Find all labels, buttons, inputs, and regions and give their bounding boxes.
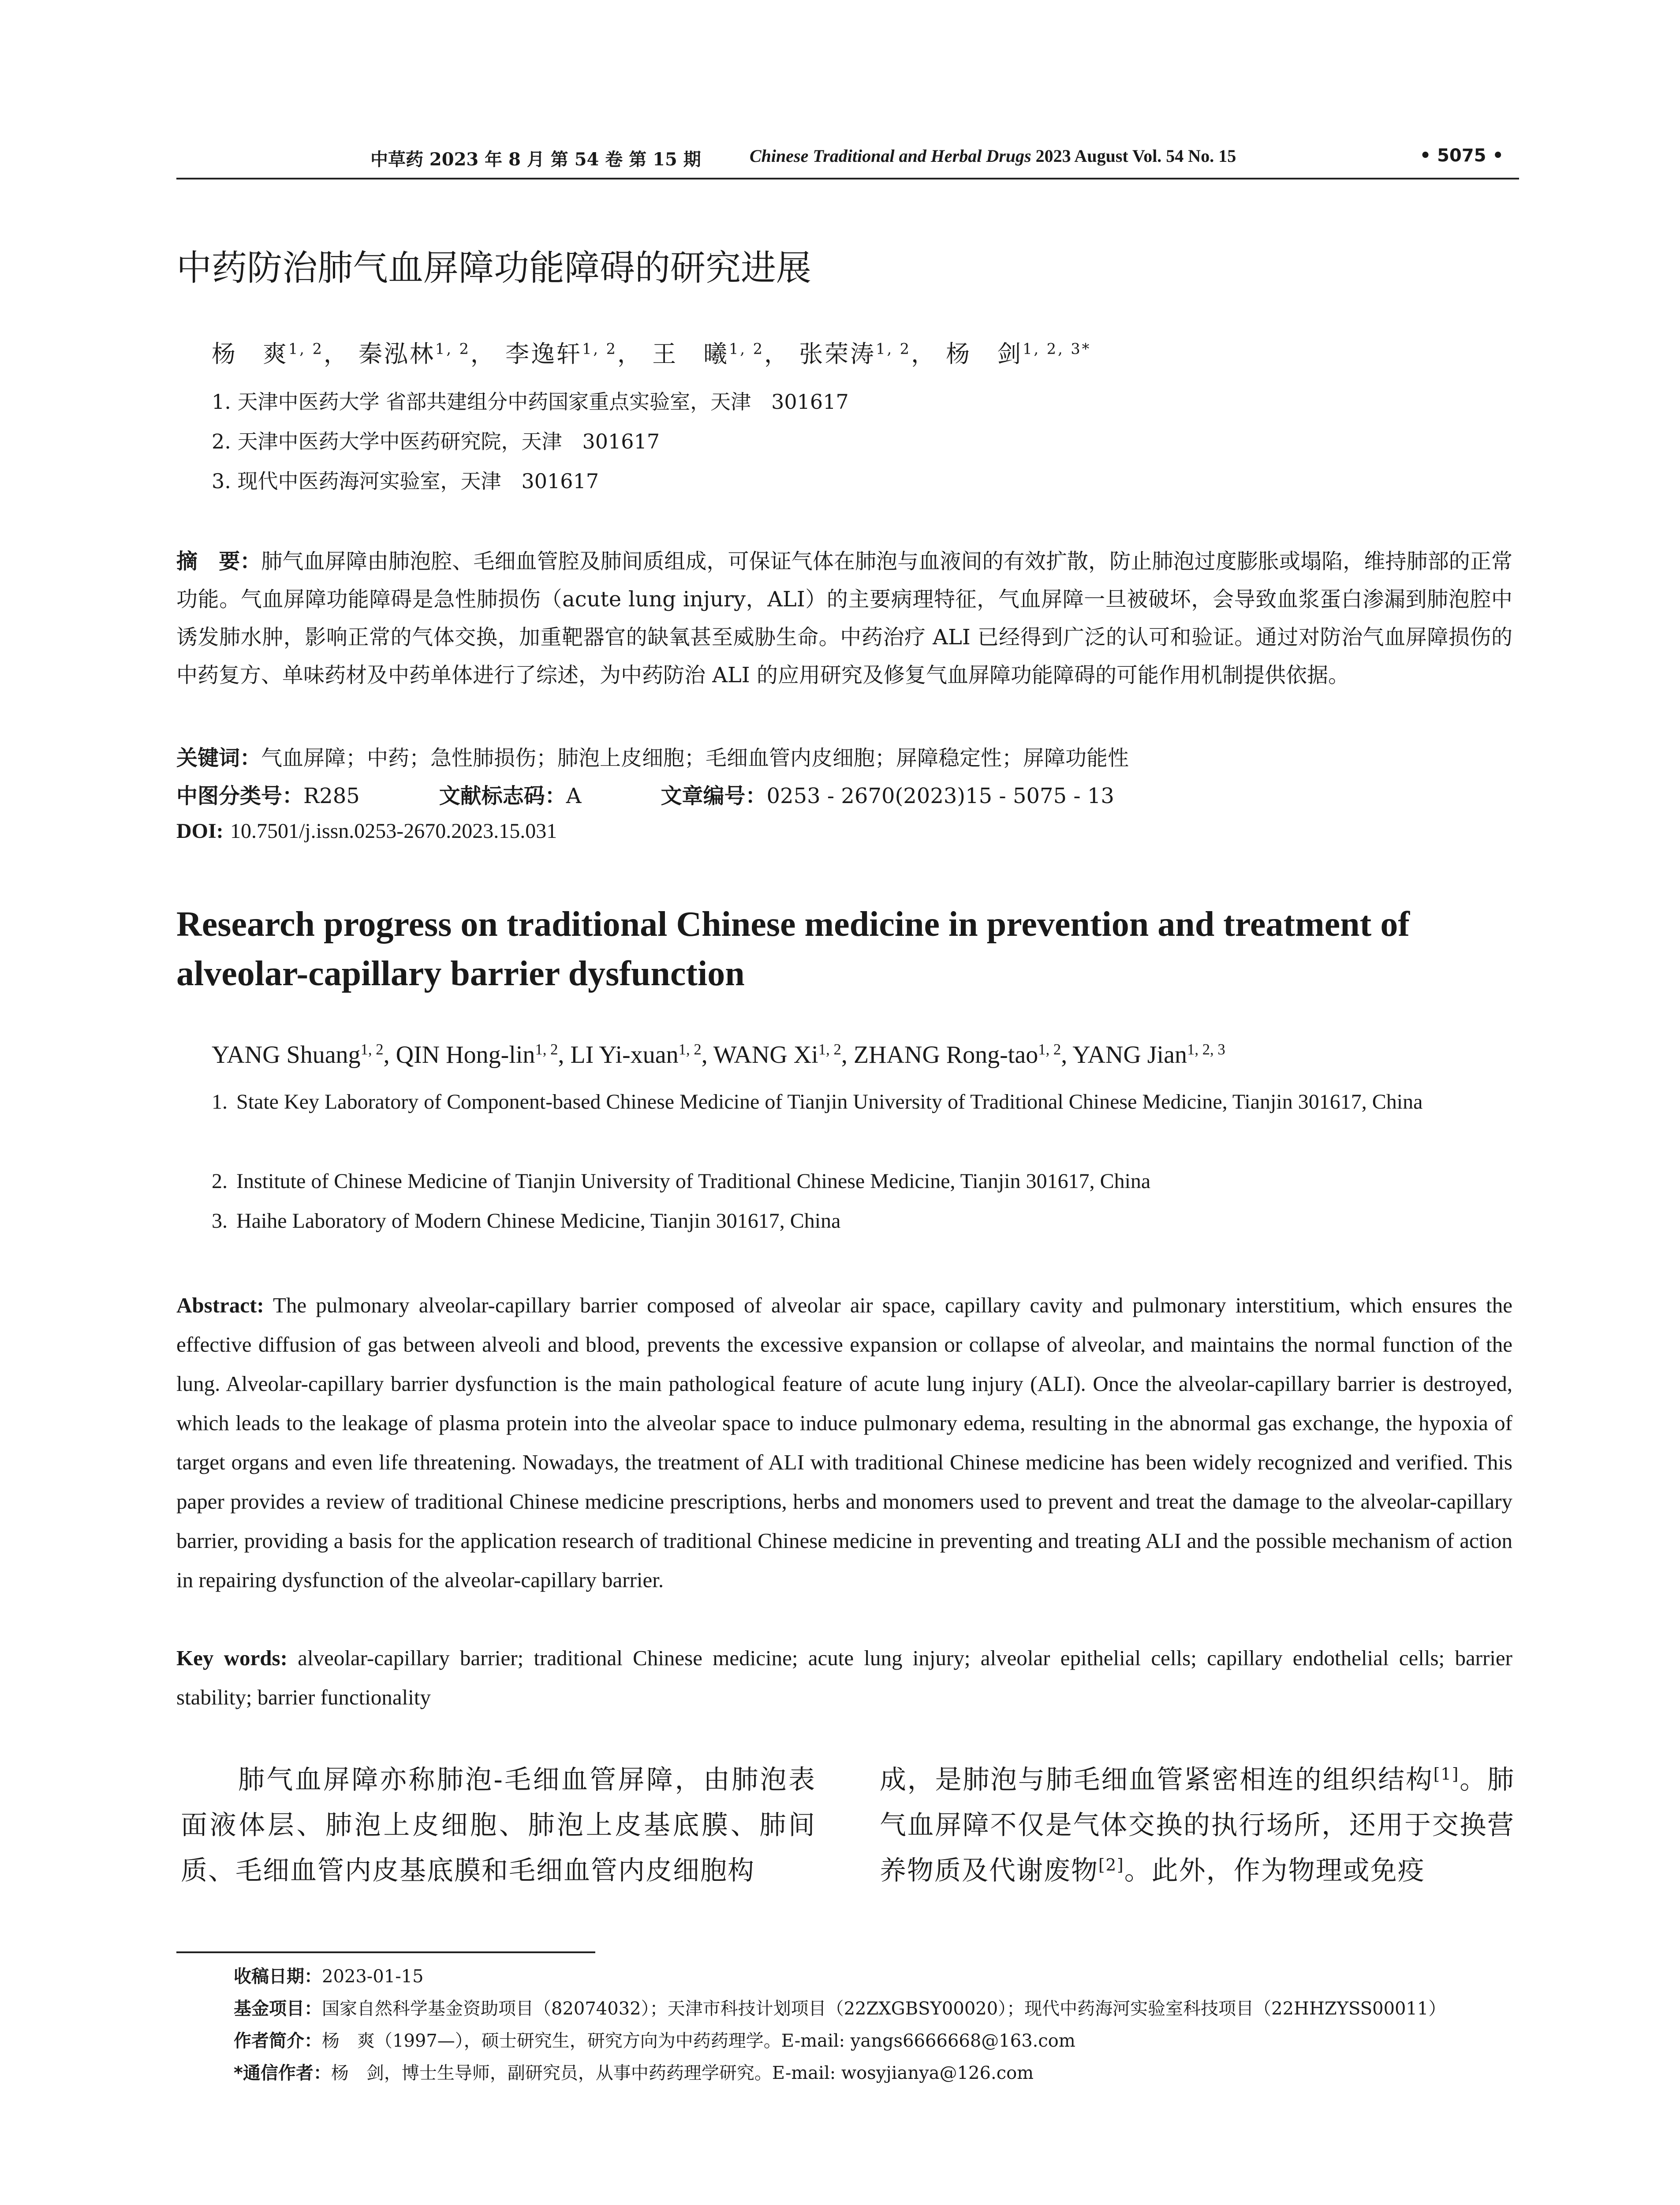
author-cn: 王 曦$^{1, 2}$ — [652, 340, 765, 368]
title-en: Research progress on traditional Chinese medicine in prevention and treatment of alveolar-capillary barrier dysfunction — [176, 905, 1410, 993]
author-en: YANG Shuang$^{1, 2}$ — [212, 1040, 384, 1069]
body-column-right: 成，是肺泡与肺毛细血管紧密相连的组织结构[1]。肺气血屏障不仅是气体交换的执行场所，还用于交换营养物质及代谢废物[2]。此外，作为物理或免疫 — [880, 1764, 1515, 1886]
author-cn: 秦泓林$^{1, 2}$ — [358, 340, 470, 368]
author-en: YANG Jian$^{1, 2, 3}$ — [1072, 1040, 1225, 1069]
author-cn: 杨 剑$^{1, 2, 3*}$ — [946, 340, 1091, 368]
affiliation-en: 1. State Key Laboratory of Component-based Chinese Medicine of Tianjin University of Traditional Chinese Medicine, Tianjin 301617, China — [212, 1090, 1423, 1114]
affiliation-cn: 1. 天津中医药大学 省部共建组分中药国家重点实验室，天津 301617 — [212, 390, 849, 414]
authors-cn: 杨 爽$^{1, 2}$， 秦泓林$^{1, 2}$， 李逸轩$^{1, 2}$， 王 曦$^{1, 2}$， 张荣涛$^{1, 2}$， 杨 剑$^{1, 2, 3*}$ — [212, 340, 1091, 368]
clc-label: 中图分类号： — [176, 784, 304, 808]
author-en: LI Yi-xuan$^{1, 2}$ — [570, 1040, 702, 1069]
doc-code-value: A — [566, 784, 582, 808]
clc-value: R285 — [303, 784, 360, 808]
affiliation-en: 2. Institute of Chinese Medicine of Tianjin University of Traditional Chinese Medicine, Tianjin 301617, China — [212, 1170, 1151, 1193]
citation-ref[interactable]: [2] — [1098, 1855, 1124, 1875]
affiliation-cn: 2. 天津中医药大学中医药研究院，天津 301617 — [212, 430, 660, 453]
abstract-en-text: The pulmonary alveolar-capillary barrier composed of alveolar air space, capillary cavity and pulmonary interstitium, which ensures the effective diffusion of gas between alveoli and blood, prevents the excessive expansion or collapse of alveolar, and maintains the normal function of the lung. Alveolar-capillary barrier dysfunction is the main pathological feature of acute lung injury (ALI). Once the alveolar-capillary barrier is destroyed, which leads to the leakage of plasma protein into the alveolar space to induce pulmonary edema, resulting in the abnormal gas exchange, the hypoxia of target organs and even life threatening. Nowadays, the treatment of ALI with traditional Chinese medicine has been widely recognized and verified. This paper provides a review of traditional Chinese medicine prescriptions, herbs and monomers used to prevent and treat the damage to the alveolar-capillary barrier, providing a basis for the application research of traditional Chinese medicine in preventing and treating ALI and the possible mechanism of action in repairing dysfunction of the alveolar-capillary barrier. — [176, 1293, 1512, 1592]
header-journal-cn: 中草药 2023 年 8 月 第 54 卷 第 15 期 — [370, 149, 701, 170]
abstract-cn-label: 摘 要： — [176, 549, 261, 574]
citation-ref[interactable]: [1] — [1433, 1764, 1460, 1784]
keywords-en — [176, 1638, 1512, 1717]
header-page-number: • 5075 • — [1419, 146, 1504, 166]
header-rule — [176, 178, 1519, 179]
footnote-rule — [176, 1951, 595, 1953]
keywords-en-text: alveolar-capillary barrier; traditional Chinese medicine; acute lung injury; alveolar epithelial cells; capillary endothelial cells; barrier stability; barrier functionality — [176, 1646, 1513, 1709]
author-cn: 杨 爽$^{1, 2}$ — [212, 340, 324, 368]
author-en: ZHANG Rong-tao$^{1, 2}$ — [853, 1040, 1061, 1069]
keywords-cn-label: 关键词： — [176, 746, 261, 770]
abstract-en-label: Abstract: — [176, 1293, 264, 1317]
author-en: WANG Xi$^{1, 2}$ — [713, 1040, 841, 1069]
keywords-en-label: Key words: — [176, 1646, 287, 1670]
doc-code-label: 文献标志码： — [439, 784, 566, 808]
keywords-cn-text: 气血屏障；中药；急性肺损伤；肺泡上皮细胞；毛细血管内皮细胞；屏障稳定性；屏障功能性 — [261, 746, 1129, 770]
header-journal-en — [750, 146, 1236, 166]
body-column-left: 肺气血屏障亦称肺泡-毛细血管屏障，由肺泡表面液体层、肺泡上皮细胞、肺泡上皮基底膜、肺间质、毛细血管内皮基底膜和毛细血管内皮细胞构 — [181, 1764, 816, 1886]
title-cn: 中药防治肺气血屏障功能障碍的研究进展 — [176, 247, 811, 288]
classification-meta — [176, 779, 1114, 809]
abstract-en — [176, 1286, 1512, 1600]
abstract-cn — [176, 542, 1512, 694]
doi-value[interactable]: 10.7501/j.issn.0253-2670.2023.15.031 — [230, 819, 557, 843]
affiliation-en: 3. Haihe Laboratory of Modern Chinese Medicine, Tianjin 301617, China — [212, 1209, 841, 1233]
header-journal-en-name: Chinese Traditional and Herbal Drugs — [750, 146, 1031, 166]
author-en: QIN Hong-lin$^{1, 2}$ — [396, 1040, 558, 1069]
author-cn: 张荣涛$^{1, 2}$ — [799, 340, 911, 368]
footnote-funding: 基金项目：国家自然科学基金资助项目（82074032）；天津市科技计划项目（22ZXGBSY00020）；现代中药海河实验室科技项目（22HHZYSS00011） — [234, 1999, 1446, 2019]
keywords-cn — [176, 739, 1512, 777]
doi — [176, 818, 557, 843]
authors-en: YANG Shuang$^{1, 2}$, QIN Hong-lin$^{1, 2}$, LI Yi-xuan$^{1, 2}$, WANG Xi$^{1, 2}$, ZHANG Rong-tao$^{1, 2}$, YANG Jian$^{1, 2, 3}$ — [212, 1040, 1225, 1069]
footnote-author-bio: 作者简介：杨 爽（1997—），硕士研究生，研究方向为中药药理学。E-mail: yangs6666668@163.com — [234, 2031, 1075, 2051]
author-cn: 李逸轩$^{1, 2}$ — [505, 340, 617, 368]
article-number-value: 0253 - 2670(2023)15 - 5075 - 13 — [766, 784, 1114, 808]
article-number-label: 文章编号： — [661, 784, 767, 808]
header-issue-en: 2023 August Vol. 54 No. 15 — [1035, 146, 1236, 166]
running-header — [176, 146, 1521, 176]
affiliation-cn: 3. 现代中医药海河实验室，天津 301617 — [212, 469, 599, 493]
abstract-cn-text: 肺气血屏障由肺泡腔、毛细血管腔及肺间质组成，可保证气体在肺泡与血液间的有效扩散，防止肺泡过度膨胀或塌陷，维持肺部的正常功能。气血屏障功能障碍是急性肺损伤（acute lung injury，ALI）的主要病理特征，气血屏障一旦被破坏，会导致血浆蛋白渗漏到肺泡腔中诱发肺水肿，影响正常的气体交换，加重靶器官的缺氧甚至威胁生命。中药治疗 ALI 已经得到广泛的认可和验证。通过对防治气血屏障损伤的中药复方、单味药材及中药单体进行了综述，为中药防治 ALI 的应用研究及修复气血屏障功能障碍的可能作用机制提供依据。 — [176, 549, 1512, 688]
footnote-received: 收稿日期：2023-01-15 — [234, 1966, 424, 1987]
footnote-corresponding: *通信作者：杨 剑，博士生导师，副研究员，从事中药药理学研究。E-mail: wosyjianya@126.com — [234, 2063, 1034, 2083]
doi-label: DOI: — [176, 819, 224, 843]
